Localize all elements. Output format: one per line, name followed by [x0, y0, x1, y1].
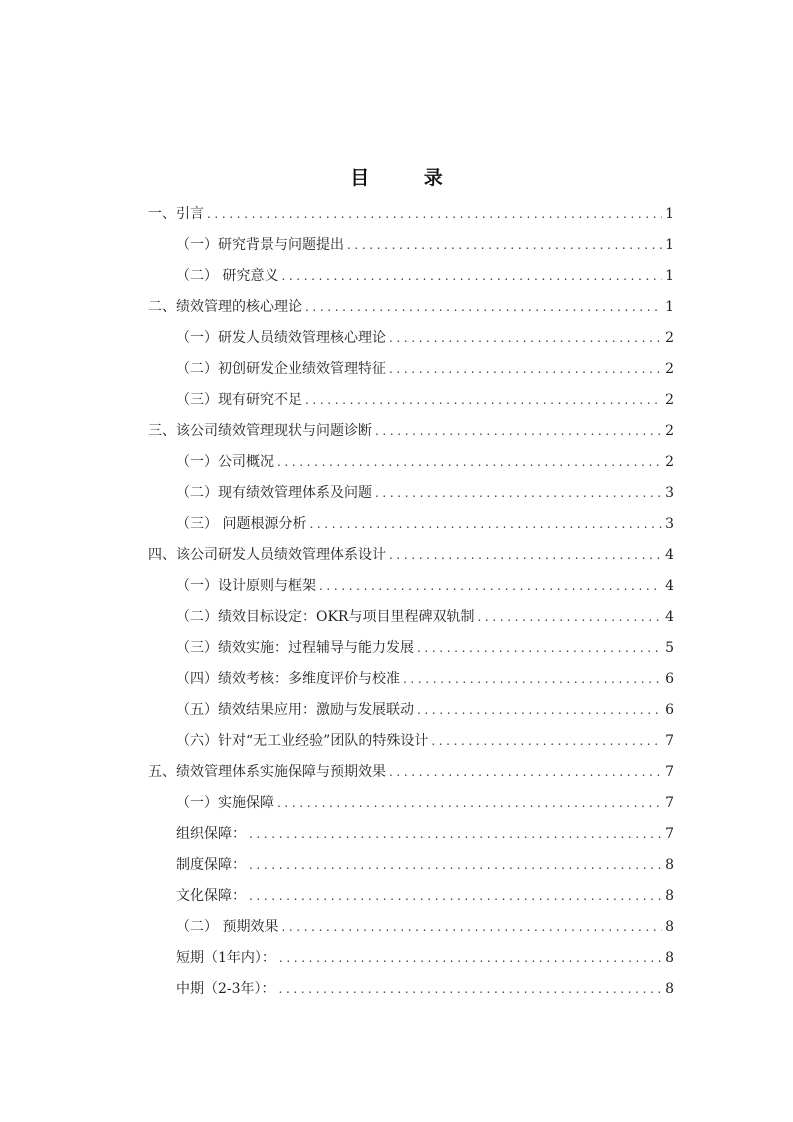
toc-entry[interactable]	[148, 757, 674, 788]
toc-entry-label: 文化保障：	[176, 888, 246, 904]
toc-entry-label: 一、引言	[148, 206, 204, 222]
dot-leader	[277, 788, 662, 819]
toc-entry-label: （二）绩效目标设定：OKR与项目里程碑双轨制	[176, 609, 475, 625]
toc-page-number: 1	[665, 268, 674, 284]
dot-leader	[279, 943, 662, 974]
toc-entry[interactable]	[148, 664, 674, 695]
toc-entry[interactable]	[148, 912, 674, 943]
toc-entry[interactable]	[148, 974, 674, 1005]
toc-entry-label: （三）现有研究不足	[176, 392, 302, 408]
toc-title: 目 录	[350, 167, 467, 189]
toc-page-number: 1	[665, 237, 674, 253]
dot-leader	[277, 447, 662, 478]
toc-page-number: 8	[665, 888, 674, 904]
dot-leader	[309, 509, 662, 540]
toc-entry[interactable]	[148, 850, 674, 881]
toc-entry[interactable]	[148, 726, 674, 757]
toc-entry[interactable]	[148, 819, 674, 850]
dot-leader	[403, 664, 662, 695]
dot-leader	[281, 912, 662, 943]
dot-leader	[417, 633, 662, 664]
dot-leader	[281, 261, 662, 292]
toc-entry-label: 组织保障：	[176, 826, 246, 842]
toc-page-number: 3	[665, 516, 674, 532]
toc-entry-label: （二）现有绩效管理体系及问题	[176, 485, 372, 501]
toc-page-number: 7	[665, 795, 674, 811]
toc-entry-label: （一）实施保障	[176, 795, 274, 811]
toc-entry[interactable]	[148, 695, 674, 726]
toc-page-number: 2	[665, 392, 674, 408]
toc-page-number: 8	[665, 981, 674, 997]
toc-entry-label: 三、该公司绩效管理现状与问题诊断	[148, 423, 372, 439]
dot-leader	[431, 726, 662, 757]
dot-leader	[279, 974, 663, 1005]
toc-page-number: 6	[665, 702, 674, 718]
toc-entry[interactable]	[148, 571, 674, 602]
toc-page-number: 4	[665, 578, 674, 594]
dot-leader	[375, 416, 662, 447]
toc-page-number: 5	[665, 640, 674, 656]
toc-entry[interactable]	[148, 354, 674, 385]
dot-leader	[477, 602, 662, 633]
toc-entry[interactable]	[148, 602, 674, 633]
dot-leader	[417, 695, 662, 726]
dot-leader	[389, 540, 662, 571]
toc-entry-label: 制度保障：	[176, 857, 246, 873]
toc-entry-label: 四、该公司研发人员绩效管理体系设计	[148, 547, 386, 563]
toc-entry[interactable]	[148, 416, 674, 447]
toc-entry[interactable]	[148, 509, 674, 540]
toc-page-number: 4	[665, 547, 674, 563]
toc-entry-label: 五、绩效管理体系实施保障与预期效果	[148, 764, 386, 780]
toc-page-number: 1	[665, 299, 674, 315]
dot-leader	[389, 323, 662, 354]
toc-page-number: 4	[665, 609, 674, 625]
toc-page-number: 8	[665, 950, 674, 966]
dot-leader	[305, 385, 662, 416]
toc-entry-label: （一）研究背景与问题提出	[176, 237, 344, 253]
toc-entry-label: 二、绩效管理的核心理论	[148, 299, 302, 315]
toc-entry-label: 中期（2-3年）：	[176, 981, 276, 997]
toc-entry[interactable]	[148, 881, 674, 912]
toc-entry-label: （六）针对“无工业经验”团队的特殊设计	[176, 733, 429, 749]
toc-entry[interactable]	[148, 633, 674, 664]
toc-page-number: 8	[665, 857, 674, 873]
dot-leader	[249, 881, 662, 912]
toc-entry-label: （一）研发人员绩效管理核心理论	[176, 330, 386, 346]
toc-page-number: 6	[665, 671, 674, 687]
toc-entry-label: （五）绩效结果应用：激励与发展联动	[176, 702, 414, 718]
toc-page-number: 2	[665, 361, 674, 377]
toc-page-number: 1	[665, 206, 674, 222]
toc-entry[interactable]	[148, 540, 674, 571]
toc-entry[interactable]	[148, 230, 674, 261]
toc-entry-label: （四）绩效考核：多维度评价与校准	[176, 671, 400, 687]
dot-leader	[347, 230, 662, 261]
toc-page-number: 3	[665, 485, 674, 501]
dot-leader	[207, 199, 662, 230]
toc-entry-label: （二） 预期效果	[176, 919, 279, 935]
toc-entry-label: （一）设计原则与框架	[176, 578, 316, 594]
toc-entry-label: （三） 问题根源分析	[176, 516, 307, 532]
dot-leader	[389, 354, 662, 385]
toc-entry[interactable]	[148, 199, 674, 230]
toc-page-number: 7	[665, 826, 674, 842]
toc-page-number: 7	[665, 764, 674, 780]
toc-entry[interactable]	[148, 478, 674, 509]
toc-page-number: 2	[665, 330, 674, 346]
toc-page-number: 2	[665, 423, 674, 439]
toc-entry-label: （二）初创研发企业绩效管理特征	[176, 361, 386, 377]
toc-entry-label: （三）绩效实施：过程辅导与能力发展	[176, 640, 414, 656]
toc-entry-label: （二） 研究意义	[176, 268, 279, 284]
toc-entry-label: 短期（1年内）：	[176, 950, 276, 966]
toc-page-number: 2	[665, 454, 674, 470]
toc-entry-label: （一）公司概况	[176, 454, 274, 470]
dot-leader	[319, 571, 662, 602]
dot-leader	[249, 850, 662, 881]
toc-entry[interactable]	[148, 292, 674, 323]
toc-entry[interactable]	[148, 943, 674, 974]
dot-leader	[389, 757, 662, 788]
toc-entry[interactable]	[148, 385, 674, 416]
toc-entry[interactable]	[148, 323, 674, 354]
toc-page-number: 8	[665, 919, 674, 935]
toc-entry[interactable]	[148, 261, 674, 292]
toc-entry[interactable]	[148, 447, 674, 478]
toc-entry[interactable]	[148, 788, 674, 819]
table-of-contents	[148, 199, 674, 1005]
toc-page-number: 7	[665, 733, 674, 749]
dot-leader	[375, 478, 662, 509]
dot-leader	[249, 819, 662, 850]
dot-leader	[305, 292, 662, 323]
